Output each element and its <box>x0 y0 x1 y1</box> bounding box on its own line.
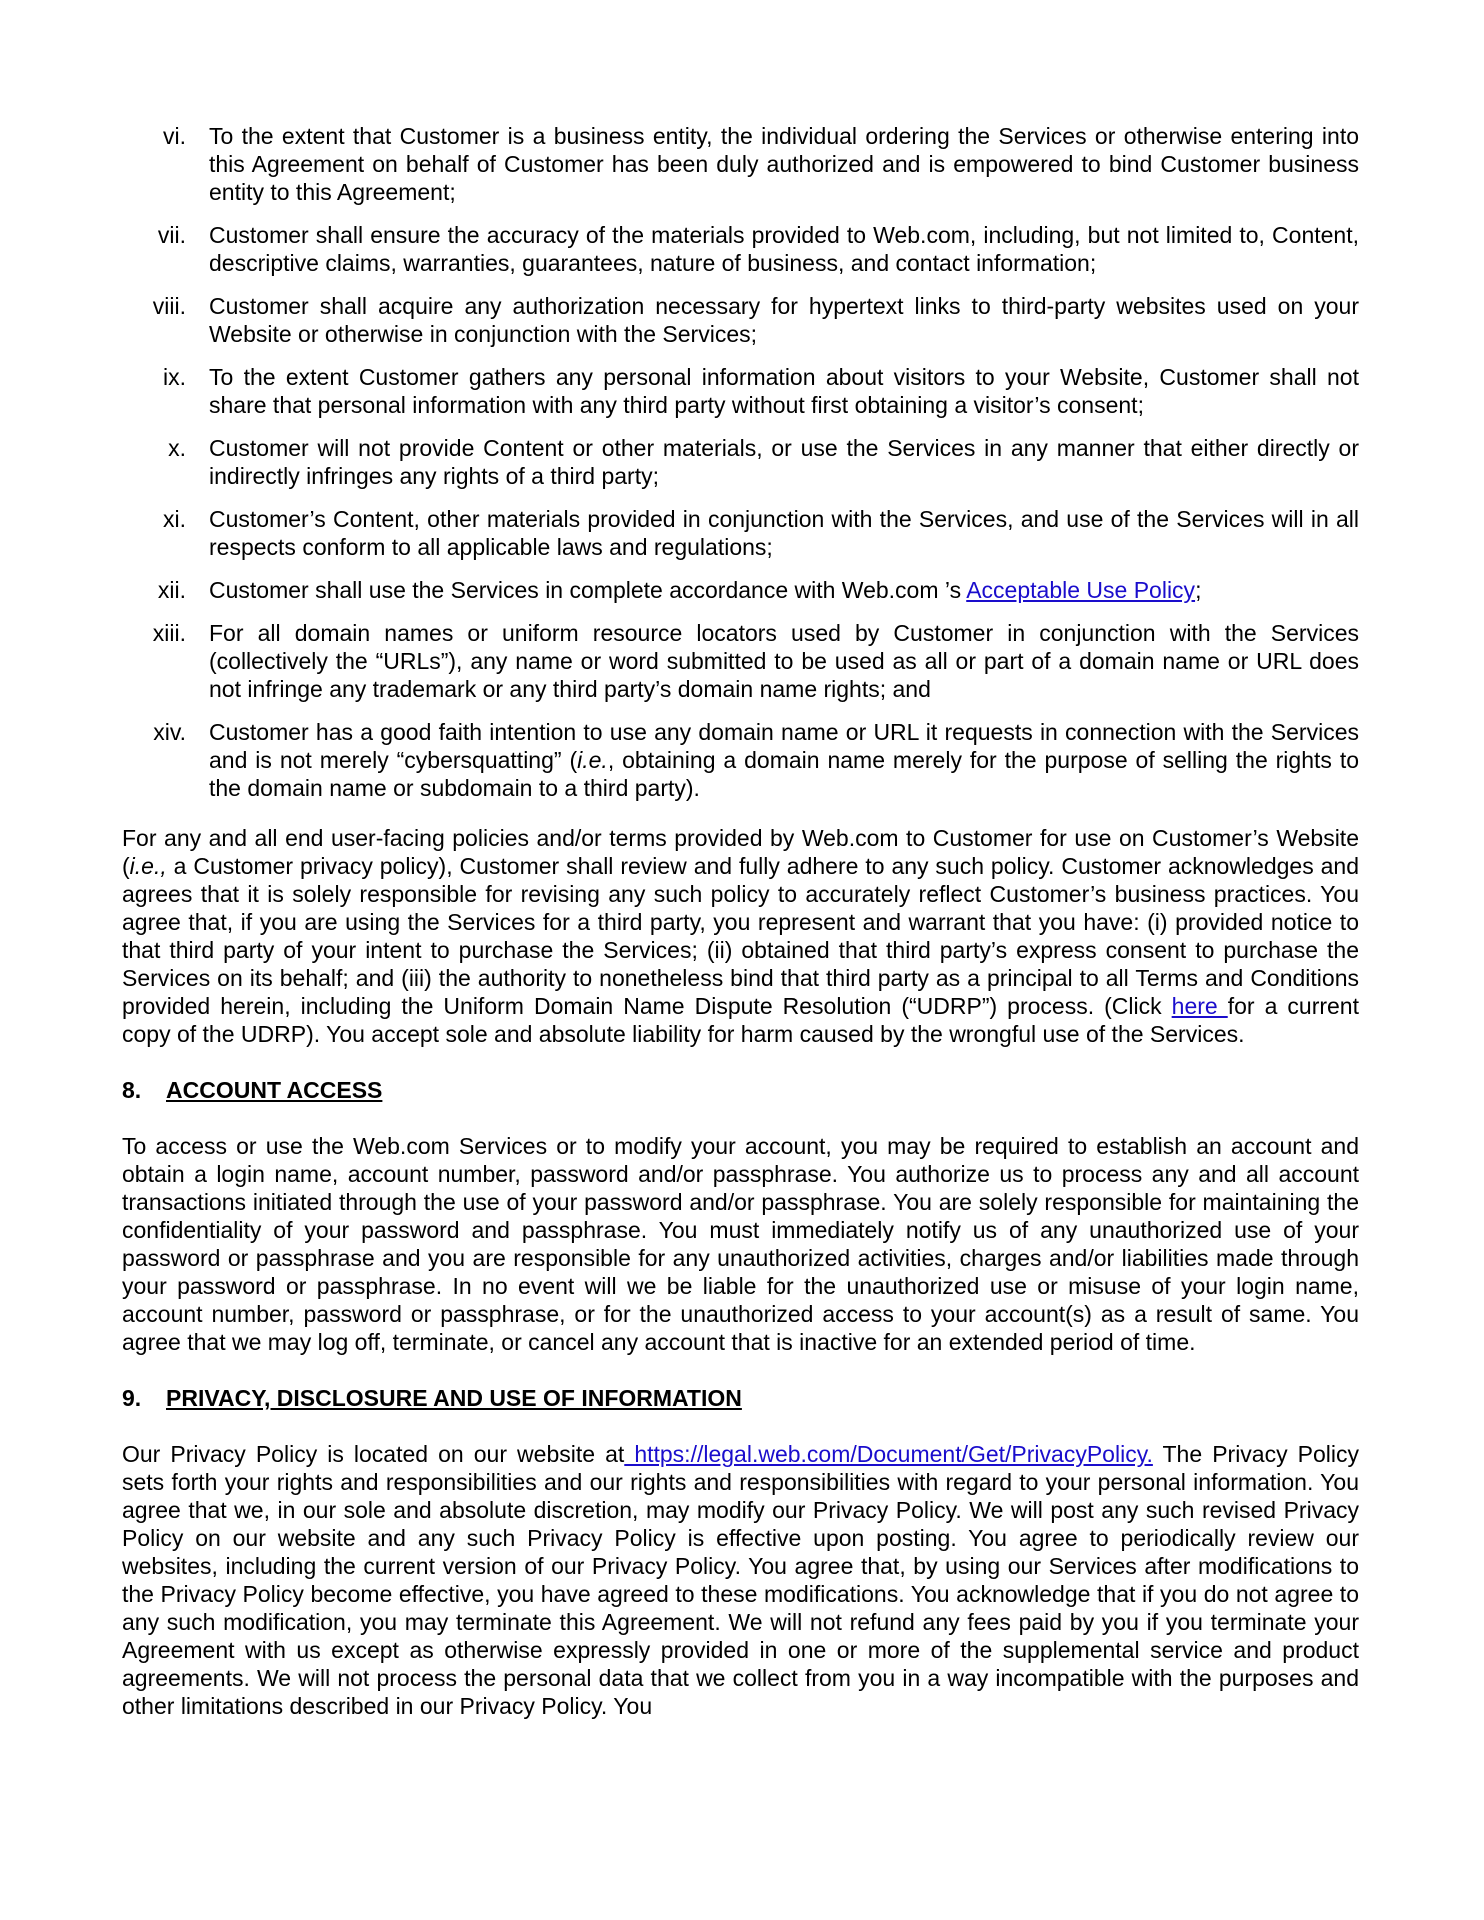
section-9-heading <box>122 1384 1359 1412</box>
list-item-number: xii. <box>157 577 186 603</box>
acceptable-use-policy-link[interactable]: Acceptable Use Policy <box>966 577 1196 603</box>
list-item-text: To the extent Customer gathers any personal information about visitors to your Website, Customer shall not share that personal information with any third party without first obtaining a visitor’s consent; <box>209 364 1359 418</box>
list-item <box>122 434 1359 490</box>
list-item-text: Customer will not provide Content or other materials, or use the Services in any manner that either directly or indirectly infringes any rights of a third party; <box>209 435 1359 489</box>
list-item <box>122 718 1359 802</box>
policy-text-middle: a Customer privacy policy), Customer shall review and fully adhere to any such policy. Customer acknowledges and agrees that it is solely responsible for revising any such policy to accurately reflect Customer’s business practices. You agree that, if you are using the Services for a third party, you represent and warrant that you have: (i) provided notice to that third party of your intent to purchase the Services; (ii) obtained that third party’s express consent to purchase the Services on its behalf; and (iii) the authority to nonetheless bind that third party as a principal to all Terms and Conditions provided herein, including the Uniform Domain Name Dispute Resolution (“UDRP”) process. (Click <box>122 853 1359 1019</box>
list-item-number: viii. <box>152 293 186 319</box>
list-item <box>122 292 1359 348</box>
list-item-text: Customer has a good faith intention to use any domain name or URL it requests in connection with the Services and is not merely “cybersquatting” ( <box>209 719 1359 773</box>
section-title: ACCOUNT ACCESS <box>166 1077 383 1103</box>
list-item-text: Customer shall acquire any authorization necessary for hypertext links to third-party websites used on your Website or otherwise in conjunction with the Services; <box>209 293 1359 347</box>
list-item-text-end: , obtaining a domain name merely for the purpose of selling the rights to the domain name or subdomain to a third party). <box>209 747 1359 801</box>
list-item-text-end: ; <box>1195 577 1202 603</box>
list-item-number: vi. <box>163 123 186 149</box>
list-item-text: For all domain names or uniform resource locators used by Customer in conjunction with the Services (collectively the “URLs”), any name or word submitted to be used as all or part of a domain name or URL does not infringe any trademark or any third party’s domain name rights; and <box>209 620 1359 702</box>
list-item-number: xiv. <box>153 719 186 745</box>
policy-text-end: for a current copy of the UDRP). You accept sole and absolute liability for harm caused by the wrongful use of the Services. <box>122 993 1359 1047</box>
udrp-here-link[interactable]: here <box>1171 993 1228 1019</box>
privacy-text-start: Our Privacy Policy is located on our website at <box>122 1441 625 1467</box>
section-number: 9. <box>122 1385 142 1411</box>
section-number: 8. <box>122 1077 142 1103</box>
list-item <box>122 505 1359 561</box>
list-item-text: To the extent that Customer is a business entity, the individual ordering the Services or otherwise entering into this Agreement on behalf of Customer has been duly authorized and is empowered to bind Customer business entity to this Agreement; <box>209 123 1359 205</box>
document-content <box>122 122 1359 1720</box>
section-8-body: To access or use the Web.com Services or to modify your account, you may be required to establish an account and obtain a login name, account number, password and/or passphrase. You authorize us to process any and all account transactions initiated through the use of your password and/or passphrase. You are solely responsible for maintaining the confidentiality of your password and passphrase. You must immediately notify us of any unauthorized use of your password or passphrase and you are responsible for any unauthorized activities, charges and/or liabilities made through your password or passphrase. In no event will we be liable for the unauthorized use or misuse of your login name, account number, password or passphrase, or for the unauthorized access to your account(s) as a result of same. You agree that we may log off, terminate, or cancel any account that is inactive for an extended period of time. <box>122 1133 1359 1355</box>
list-item <box>122 363 1359 419</box>
italic-abbreviation: i.e. <box>577 747 608 773</box>
list-item-number: vii. <box>157 222 186 248</box>
list-item-number: ix. <box>163 364 186 390</box>
list-item-text: Customer’s Content, other materials provided in conjunction with the Services, and use of the Services will in all respects conform to all applicable laws and regulations; <box>209 506 1359 560</box>
privacy-text-end: The Privacy Policy sets forth your rights and responsibilities and our rights and responsibilities with regard to your personal information. You agree that we, in our sole and absolute discretion, may modify our Privacy Policy. We will post any such revised Privacy Policy on our website and any such Privacy Policy is effective upon posting. You agree to periodically review our websites, including the current version of our Privacy Policy. You agree that, by using our Services after modifications to the Privacy Policy become effective, you have agreed to these modifications. You acknowledge that if you do not agree to any such modification, you may terminate this Agreement. We will not refund any fees paid by you if you terminate your Agreement with us except as otherwise expressly provided in one or more of the supplemental service and product agreements. We will not process the personal data that we collect from you in a way incompatible with the purposes and other limitations described in our Privacy Policy. You <box>122 1441 1359 1719</box>
list-item <box>122 619 1359 703</box>
policy-paragraph <box>122 824 1359 1048</box>
privacy-policy-link[interactable]: https://legal.web.com/Document/Get/PrivacyPolicy. <box>624 1441 1153 1467</box>
list-item-text: Customer shall use the Services in complete accordance with Web.com ’s <box>209 577 967 603</box>
italic-abbreviation: i.e., <box>129 853 167 879</box>
list-item-number: xiii. <box>152 620 186 646</box>
list-item-number: xi. <box>163 506 186 532</box>
section-9-body <box>122 1440 1359 1720</box>
list-item-text: Customer shall ensure the accuracy of the materials provided to Web.com, including, but not limited to, Content, descriptive claims, warranties, guarantees, nature of business, and contact information; <box>209 222 1359 276</box>
list-item-number: x. <box>168 435 186 461</box>
section-8-heading <box>122 1076 1359 1104</box>
policy-text-start: For any and all end user-facing policies and/or terms provided by Web.com to Customer for use on Customer’s Website ( <box>122 825 1359 879</box>
list-item <box>122 221 1359 277</box>
list-item <box>122 576 1359 604</box>
section-title: PRIVACY, DISCLOSURE AND USE OF INFORMATION <box>166 1385 742 1411</box>
list-item <box>122 122 1359 206</box>
